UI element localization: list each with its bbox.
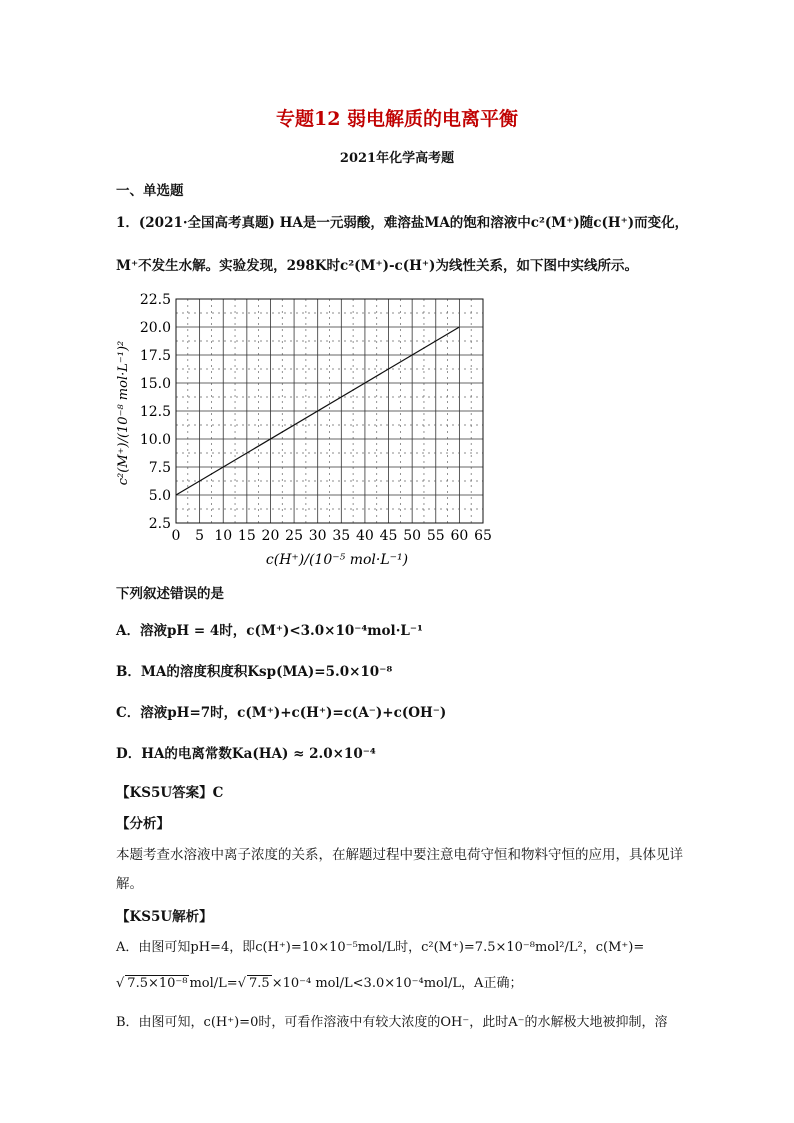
analysis-text: 本题考查水溶液中离子浓度的关系，在解题过程中要注意电荷守恒和物料守恒的应用，具体见详解。	[116, 847, 683, 892]
y-tick-label: 10.0	[139, 432, 171, 448]
solution-b-line: B．由图可知，c(H⁺)=0时，可看作溶液中有较大浓度的OH⁻，此时A⁻的水解极大地被抑制，溶	[116, 1015, 668, 1030]
y-tick-labels	[140, 292, 171, 532]
y-tick-label: 17.5	[139, 348, 171, 364]
x-tick-label: 5	[195, 528, 205, 544]
x-tick-label: 15	[237, 528, 256, 544]
y-tick-label: 2.5	[148, 516, 171, 532]
x-tick-label: 25	[285, 528, 303, 544]
page-subtitle: 2021年化学高考题	[339, 151, 455, 166]
x-tick-label: 65	[474, 528, 492, 544]
chart	[105, 288, 505, 573]
x-tick-label: 20	[261, 528, 280, 544]
analysis-heading: 【分析】	[116, 816, 170, 832]
x-axis-label: c(H⁺)/(10⁻⁵ mol·L⁻¹)	[265, 552, 409, 568]
x-tick-label: 0	[171, 528, 181, 544]
x-tick-label: 50	[403, 528, 422, 544]
option-c: C．溶液pH=7时，c(M⁺)+c(H⁺)=c(A⁻)+c(OH⁻)	[116, 705, 447, 721]
page-title: 专题12 弱电解质的电离平衡	[275, 108, 519, 130]
question-stem-line2: M⁺不发生水解。实验发现，298K时c²(M⁺)-c(H⁺)为线性关系，如下图中实线所示。	[116, 258, 638, 274]
answer-label: 【KS5U答案】C	[116, 785, 224, 801]
x-tick-label: 40	[356, 528, 374, 544]
x-tick-label: 55	[426, 528, 445, 544]
x-tick-label: 45	[379, 528, 398, 544]
y-tick-label: 22.5	[139, 292, 171, 308]
y-tick-label: 15.0	[139, 376, 171, 392]
solution-heading: 【KS5U解析】	[116, 909, 213, 925]
solution-a-line1: A．由图可知pH=4，即c(H⁺)=10×10⁻⁵mol/L时，c²(M⁺)=7.5×10⁻⁸mol²/L²，c(M⁺)=	[116, 940, 645, 955]
x-tick-label: 30	[308, 528, 327, 544]
sqrt-radicand-2: 7.5	[249, 976, 270, 991]
sqrt-radicand-1: 7.5×10⁻⁸	[127, 976, 188, 991]
y-tick-label: 20.0	[139, 320, 171, 336]
solution-a-mid: mol/L=	[189, 976, 238, 991]
sqrt-symbol: √	[116, 976, 125, 991]
y-tick-label: 12.5	[139, 404, 171, 420]
question-prompt: 下列叙述错误的是	[116, 586, 224, 602]
y-tick-label: 7.5	[148, 460, 171, 476]
y-axis-label: c²(M⁺)/(10⁻⁸ mol·L⁻¹)²	[116, 340, 131, 486]
chart-grid	[176, 299, 483, 523]
x-tick-label: 35	[332, 528, 351, 544]
question-stem-line1: 1．(2021·全国高考真题) HA是一元弱酸，难溶盐MA的饱和溶液中c²(M⁺)随c(H⁺)而变化，	[116, 215, 689, 231]
x-tick-labels	[172, 528, 492, 544]
section-heading: 一、单选题	[116, 183, 184, 199]
option-d: D．HA的电离常数Ka(HA) ≈ 2.0×10⁻⁴	[116, 746, 376, 762]
sqrt-symbol-2: √	[237, 976, 246, 991]
x-tick-label: 10	[214, 528, 233, 544]
y-tick-label: 5.0	[148, 488, 171, 504]
solution-a-line2	[116, 972, 522, 991]
option-b: B．MA的溶度积度积Ksp(MA)=5.0×10⁻⁸	[116, 664, 393, 680]
x-tick-label: 60	[450, 528, 469, 544]
option-a: A．溶液pH = 4时，c(M⁺)<3.0×10⁻⁴mol·L⁻¹	[116, 623, 423, 639]
solution-a-end: ×10⁻⁴ mol/L<3.0×10⁻⁴mol/L，A正确；	[271, 976, 523, 991]
